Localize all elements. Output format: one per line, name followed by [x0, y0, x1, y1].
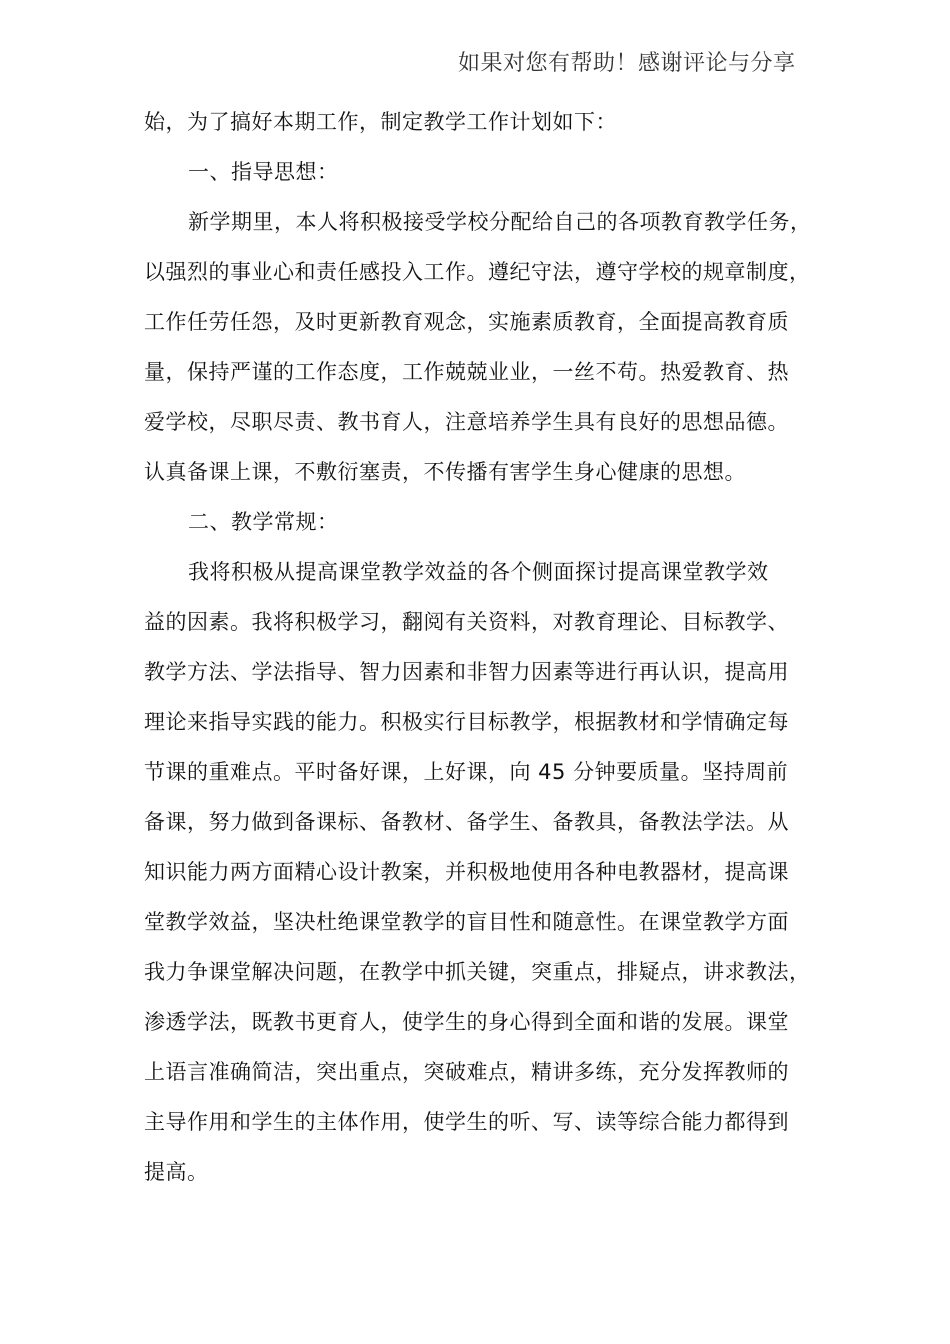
text-line: 我将积极从提高课堂教学效益的各个侧面探讨提高课堂教学效 — [188, 560, 769, 584]
text-line: 量，保持严谨的工作态度，工作兢兢业业，一丝不苟。热爱教育、热 — [144, 360, 789, 384]
text-line: 爱学校，尽职尽责、教书育人，注意培养学生具有良好的思想品德。 — [144, 410, 789, 434]
header-note: 如果对您有帮助！感谢评论与分享 — [458, 51, 796, 76]
text-line: 理论来指导实践的能力。积极实行目标教学，根据教材和学情确定每 — [144, 710, 789, 734]
text-line: 始，为了搞好本期工作，制定教学工作计划如下： — [144, 110, 617, 134]
text-line: 认真备课上课，不敷衍塞责，不传播有害学生身心健康的思想。 — [144, 460, 746, 484]
section-heading-guiding-ideology: 一、指导思想： — [188, 160, 339, 184]
section-heading-teaching-routine: 二、教学常规： — [188, 510, 339, 534]
text-line: 工作任劳任怨，及时更新教育观念，实施素质教育，全面提高教育质 — [144, 310, 789, 334]
text-line: 我力争课堂解决问题，在教学中抓关键，突重点，排疑点，讲求教法， — [144, 960, 811, 984]
text-line: 主导作用和学生的主体作用，使学生的听、写、读等综合能力都得到 — [144, 1110, 789, 1134]
text-line: 新学期里，本人将积极接受学校分配给自己的各项教育教学任务， — [188, 210, 812, 234]
text-line: 堂教学效益，坚决杜绝课堂教学的盲目性和随意性。在课堂教学方面 — [144, 910, 789, 934]
text-line: 节课的重难点。平时备好课，上好课，向 45 分钟要质量。坚持周前 — [144, 760, 789, 784]
text-line: 知识能力两方面精心设计教案，并积极地使用各种电教器材，提高课 — [144, 860, 789, 884]
text-line: 益的因素。我将积极学习，翻阅有关资料，对教育理论、目标教学、 — [144, 610, 789, 634]
document-body — [144, 97, 844, 1197]
text-line: 以强烈的事业心和责任感投入工作。遵纪守法，遵守学校的规章制度， — [144, 260, 811, 284]
text-line: 教学方法、学法指导、智力因素和非智力因素等进行再认识，提高用 — [144, 660, 789, 684]
text-line: 渗透学法，既教书更育人，使学生的身心得到全面和谐的发展。课堂 — [144, 1010, 789, 1034]
text-line: 备课，努力做到备课标、备教材、备学生、备教具，备教法学法。从 — [144, 810, 789, 834]
text-line: 提高。 — [144, 1160, 209, 1184]
text-line: 上语言准确简洁，突出重点，突破难点，精讲多练，充分发挥教师的 — [144, 1060, 789, 1084]
